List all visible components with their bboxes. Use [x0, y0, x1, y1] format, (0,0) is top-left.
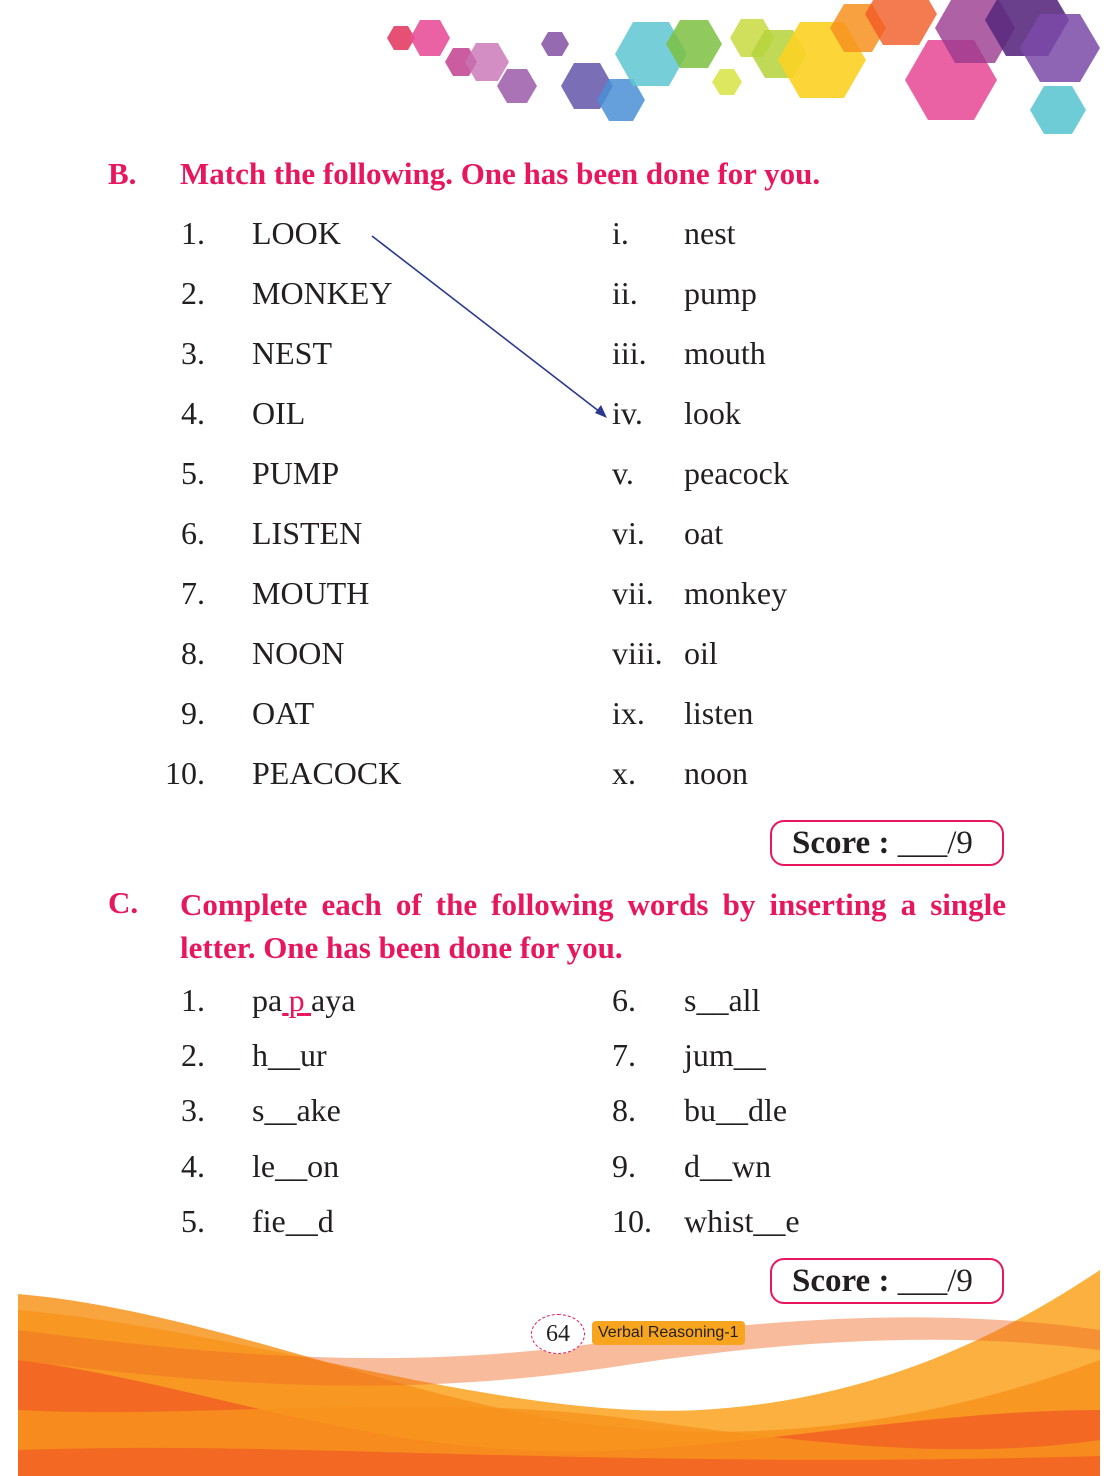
page-number: 64: [531, 1314, 585, 1354]
section-c-heading: [108, 885, 1008, 975]
section-c-letter: C.: [108, 885, 139, 920]
section-c-instruction: Complete each of the following words by inserting a single letter. One has been done for you.: [180, 887, 1006, 965]
score-blank: ___/9: [897, 1263, 973, 1299]
book-title-badge: Verbal Reasoning-1: [592, 1321, 745, 1345]
score-label: Score :: [792, 1263, 890, 1299]
section-b-score-box: [770, 820, 1004, 866]
score-label: Score :: [792, 825, 890, 861]
example-filled-letter: p: [288, 982, 305, 1018]
section-c-score-box: [770, 1258, 1004, 1304]
section-b-letter: B.: [108, 156, 137, 191]
section-b-instruction: Match the following. One has been done for you.: [180, 156, 821, 191]
score-blank: ___/9: [897, 825, 973, 861]
